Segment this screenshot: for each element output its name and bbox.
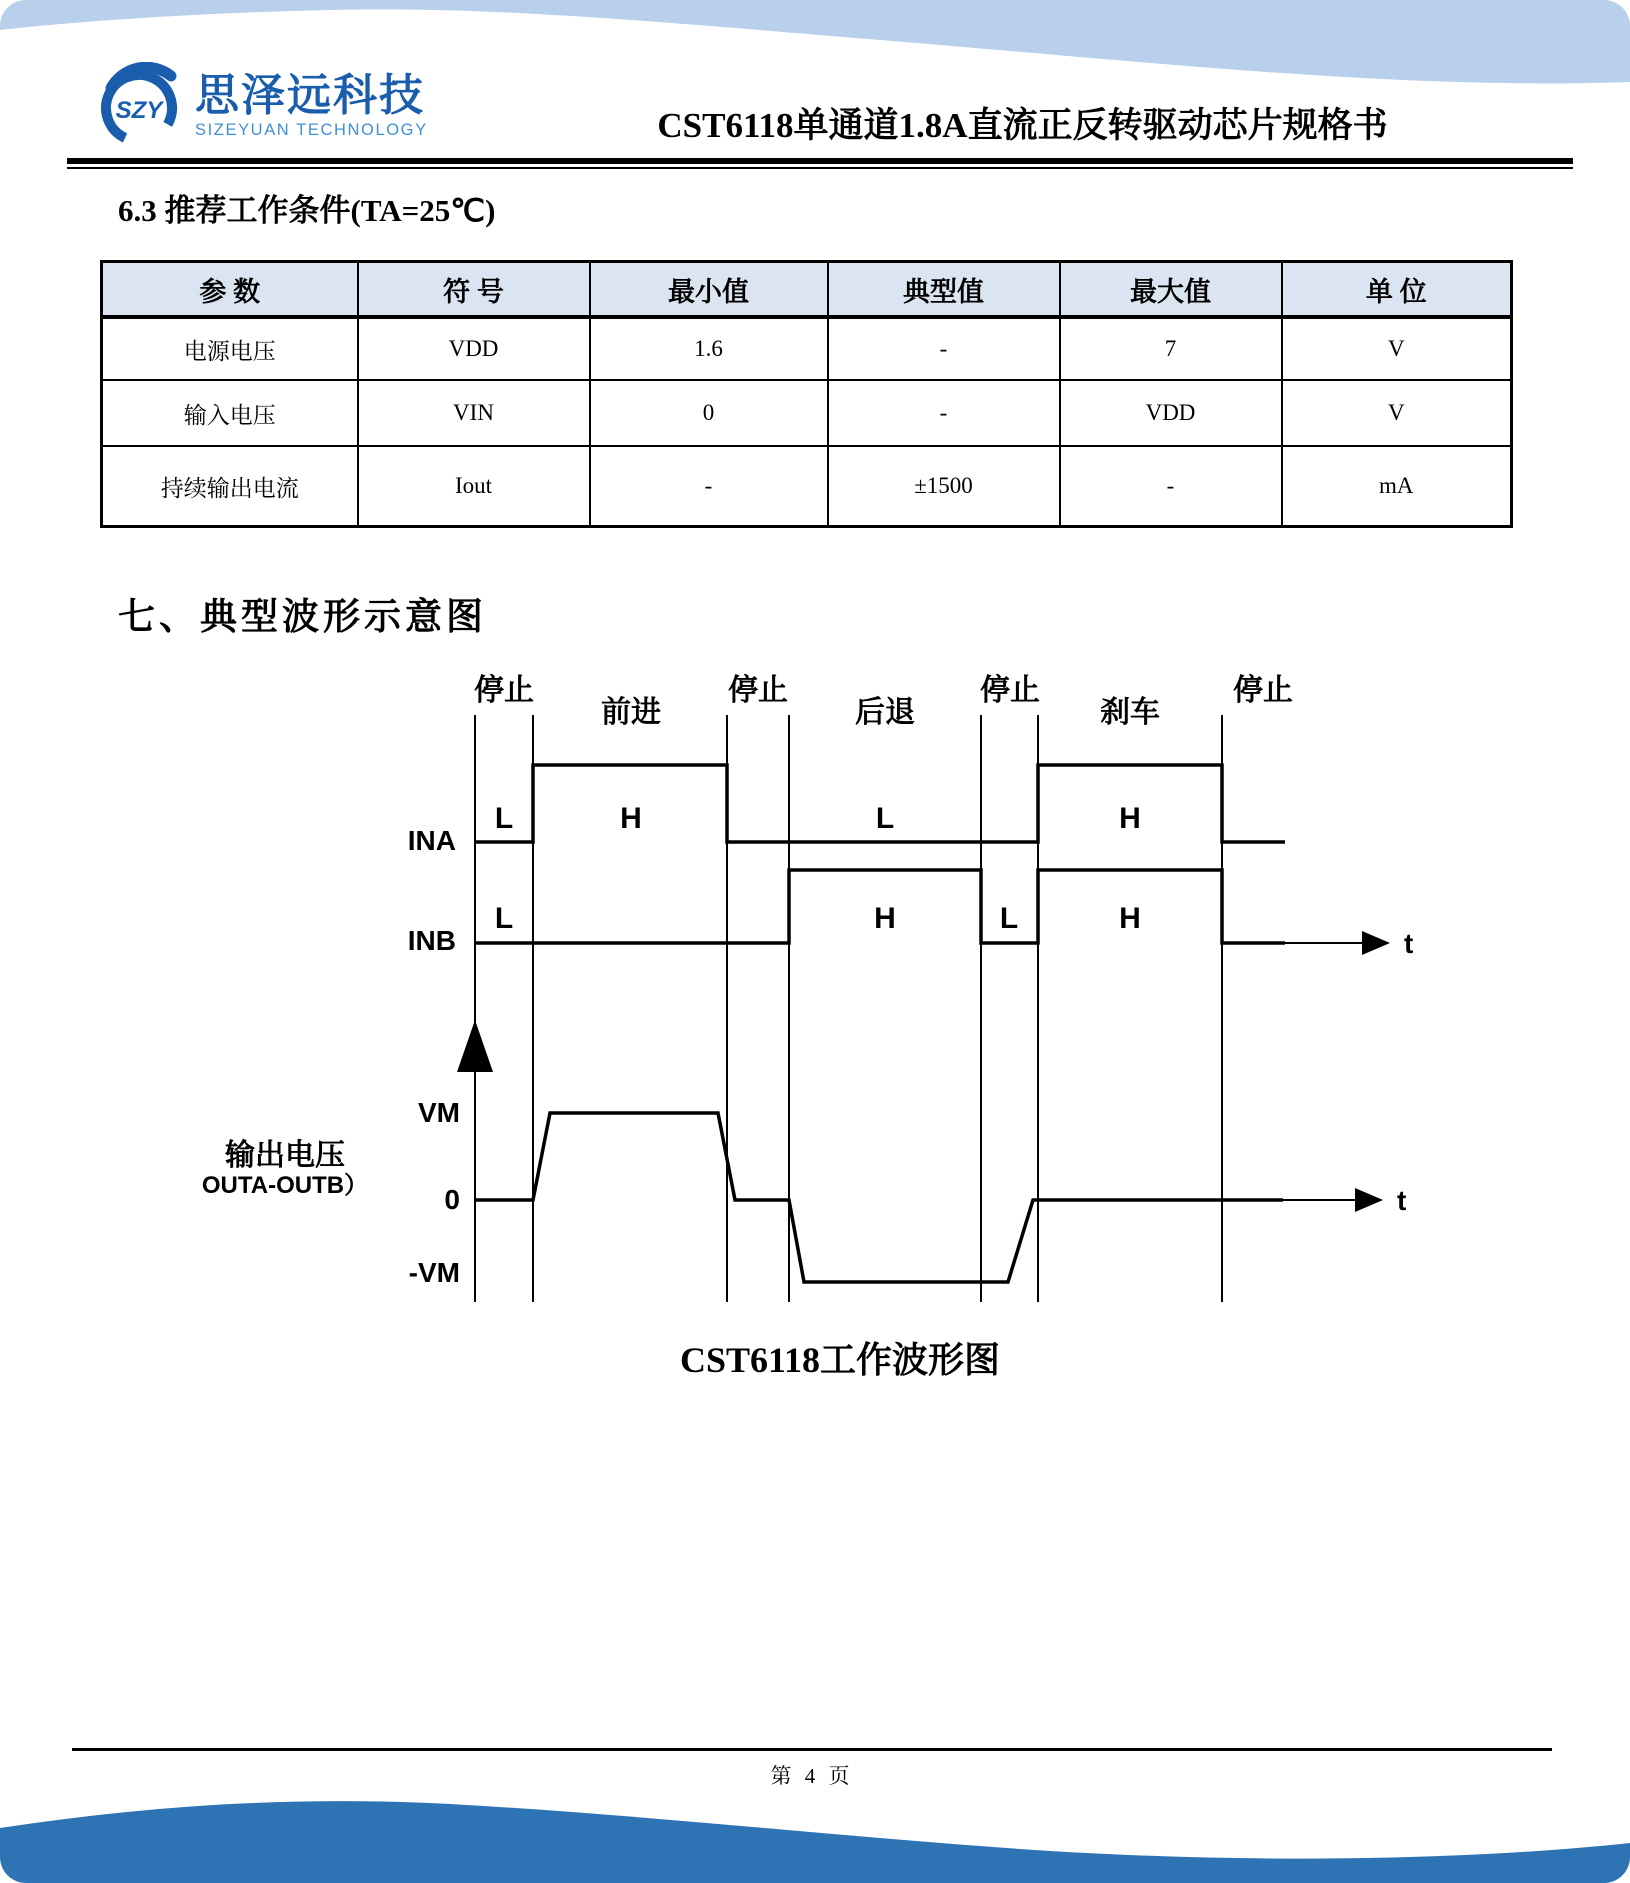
recommended-conditions-table <box>100 260 1513 528</box>
inb-time-axis-label: t <box>1404 928 1414 959</box>
header-divider <box>67 158 1573 169</box>
table-row <box>102 380 1512 446</box>
output-time-axis-arrow-icon <box>1355 1188 1383 1212</box>
col-header-min: 最小值 <box>590 262 828 318</box>
cell-parameter: 电源电压 <box>102 317 358 380</box>
inb-level-letter: H <box>874 902 896 935</box>
output-voltage-waveform <box>475 1113 1283 1282</box>
output-time-axis-label: t <box>1397 1185 1407 1216</box>
cell-unit: mA <box>1282 446 1512 527</box>
cell-max: VDD <box>1060 380 1282 446</box>
inb-signal-label: INB <box>407 925 456 956</box>
col-header-typ: 典型值 <box>828 262 1060 318</box>
section-6-3-heading: 6.3 推荐工作条件(TA=25℃) <box>118 193 496 228</box>
col-header-parameter: 参 数 <box>102 262 358 318</box>
cell-unit: V <box>1282 317 1512 380</box>
ina-level-letter: L <box>875 802 895 835</box>
company-name-cn: 思泽远科技 <box>195 70 425 120</box>
cell-min: 0 <box>590 380 828 446</box>
phase-label-forward: 前进 <box>601 696 661 729</box>
output-voltage-label: 输出电压 <box>225 1139 345 1172</box>
ina-level-letter: H <box>620 802 642 835</box>
phase-label-stop-1: 停止 <box>474 674 534 707</box>
cell-min: 1.6 <box>590 317 828 380</box>
company-name-en: SIZEYUAN TECHNOLOGY <box>195 120 428 139</box>
ina-level-letter: L <box>494 802 514 835</box>
waveform-diagram <box>0 660 1630 1310</box>
table-header-row <box>102 262 1512 318</box>
neg-vm-level-label: -VM <box>408 1257 460 1288</box>
logo-badge-text: SZY <box>115 97 163 124</box>
voltage-axis-arrow-icon <box>457 1020 493 1072</box>
output-voltage-sublabel: OUTA-OUTB） <box>201 1172 369 1199</box>
zero-level-label: 0 <box>444 1184 460 1215</box>
bottom-wave-decoration <box>0 1783 1630 1883</box>
cell-typ: ±1500 <box>828 446 1060 527</box>
section-7-heading: 七、典型波形示意图 <box>118 597 487 638</box>
phase-label-reverse: 后退 <box>855 696 915 729</box>
cell-max: - <box>1060 446 1282 527</box>
cell-symbol: VDD <box>358 317 590 380</box>
inb-level-letter: H <box>1119 902 1141 935</box>
phase-label-stop-4: 停止 <box>1233 674 1293 707</box>
cell-unit: V <box>1282 380 1512 446</box>
ina-signal-label: INA <box>407 825 456 856</box>
footer-divider <box>72 1748 1552 1751</box>
col-header-unit: 单 位 <box>1282 262 1512 318</box>
inb-level-letter: L <box>494 902 514 935</box>
doc-title: CST6118单通道1.8A直流正反转驱动芯片规格书 <box>657 106 1388 145</box>
vm-level-label: VM <box>418 1097 460 1128</box>
table-row <box>102 446 1512 527</box>
col-header-max: 最大值 <box>1060 262 1282 318</box>
page-number: 第 4 页 <box>770 1764 854 1788</box>
page-header <box>0 0 1630 169</box>
cell-min: - <box>590 446 828 527</box>
cell-parameter: 持续输出电流 <box>102 446 358 527</box>
phase-boundary-lines <box>475 715 1222 1302</box>
ina-level-letter: H <box>1119 802 1141 835</box>
cell-max: 7 <box>1060 317 1282 380</box>
phase-label-stop-2: 停止 <box>728 674 788 707</box>
cell-symbol: VIN <box>358 380 590 446</box>
waveform-caption: CST6118工作波形图 <box>679 1340 1001 1380</box>
inb-time-axis-arrow-icon <box>1362 931 1390 955</box>
cell-parameter: 输入电压 <box>102 380 358 446</box>
cell-typ: - <box>828 380 1060 446</box>
company-logo <box>95 62 490 150</box>
inb-level-letter: L <box>999 902 1019 935</box>
col-header-symbol: 符 号 <box>358 262 590 318</box>
cell-symbol: Iout <box>358 446 590 527</box>
logo-swirl-icon <box>95 62 183 150</box>
phase-label-stop-3: 停止 <box>980 674 1040 707</box>
phase-label-brake: 刹车 <box>1100 696 1160 729</box>
table-row <box>102 317 1512 380</box>
page-footer <box>72 1748 1552 1790</box>
cell-typ: - <box>828 317 1060 380</box>
